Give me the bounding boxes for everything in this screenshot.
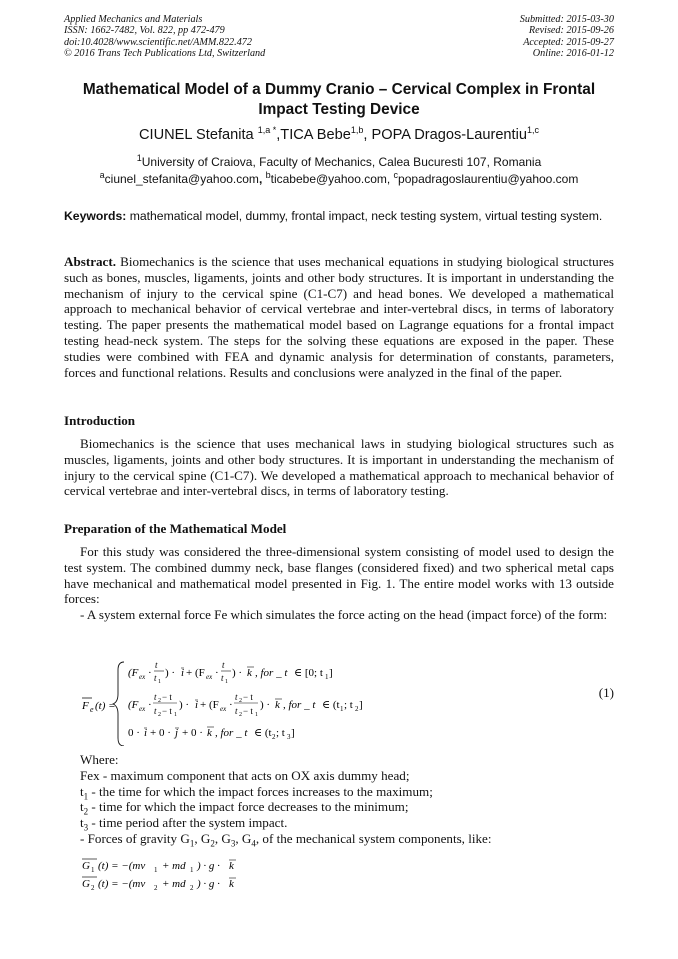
abstract — [64, 254, 614, 380]
svg-text:∈ (t: ∈ (t — [322, 699, 340, 711]
svg-text:+ md: + md — [162, 878, 186, 890]
svg-text:, for _ t: , for _ t — [283, 699, 316, 711]
svg-text:1: 1 — [91, 866, 95, 874]
date-revised: Revised: 2015-09-26 — [528, 25, 614, 37]
svg-text:i: i — [195, 699, 199, 711]
svg-text:]: ] — [291, 727, 295, 739]
svg-text:2: 2 — [239, 712, 242, 718]
section-heading-preparation: Preparation of the Mathematical Model — [64, 521, 287, 536]
journal-doi: doi:10.4028/www.scientific.net/AMM.822.472 — [64, 36, 252, 48]
svg-text:k: k — [229, 860, 234, 872]
author-2: ,TICA Bebe — [276, 127, 351, 143]
svg-text:·: · — [229, 699, 233, 711]
submission-dates — [520, 14, 614, 60]
svg-text:1: 1 — [190, 866, 194, 874]
def-t1: $t_1$ - the time for which the impact forces increases to the maximum; — [80, 783, 433, 802]
svg-text:2: 2 — [272, 733, 276, 741]
email-b[interactable]: ticabebe@yahoo.com — [270, 172, 387, 186]
affiliation-text: University of Craiova, Faculty of Mechanics, Calea Bucuresti 107, Romania — [141, 155, 542, 169]
svg-text:) · g ·: ) · g · — [197, 860, 220, 872]
svg-text:·: · — [215, 667, 219, 679]
date-accepted: Accepted: 2015-09-27 — [523, 36, 614, 48]
eq-lhs-symbol: F — [82, 700, 89, 712]
where-label: Where: — [80, 752, 119, 767]
author-list — [64, 127, 614, 143]
svg-text:− t: − t — [162, 692, 172, 702]
svg-text:; t: ; t — [344, 699, 353, 711]
abstract-text: Biomechanics is the science that uses mechanical equations in studying biological structures such as bones, muscles, ligaments, joints and other body structures. It is important in understanding the mechanism of injury to the cervical spine (C1-C7) and head bones. We developed a mathematical approach to mechanical behavior of cervical vertebrae and inter-vertebral discs, in terms of laboratory testing. The paper presents the mathematical model based on Lagrange equations for a frontal impact testing head-neck system. The steps for the solving these equations are exposed in the paper. These studies were combined with FEA and dynamic analysis for determination of constants, parameters, forces and functional relations. Results and conclusions were analyzed in the final of the paper. — [64, 254, 614, 380]
journal-issn: ISSN: 1662-7482, Vol. 822, pp 472-479 — [64, 25, 225, 37]
eq-case-2 — [128, 692, 363, 718]
svg-text:2: 2 — [158, 698, 161, 704]
svg-text:t: t — [154, 673, 157, 683]
svg-text:) ·: ) · — [260, 699, 271, 711]
svg-text:+ (F: + (F — [186, 667, 205, 679]
svg-text:2: 2 — [91, 884, 95, 892]
svg-text:) ·: ) · — [232, 667, 243, 679]
email-b-marker: b — [265, 170, 271, 180]
author-1-affil: 1,a * — [257, 125, 277, 136]
affiliation — [64, 155, 614, 169]
email-separator: , — [258, 172, 266, 186]
svg-text:+ 0 ·: + 0 · — [150, 727, 171, 739]
eq-lhs-sub: e — [90, 705, 94, 714]
svg-text:− t: − t — [243, 706, 253, 716]
svg-text:j: j — [175, 727, 179, 739]
journal-meta — [64, 14, 265, 60]
svg-text:·: · — [148, 667, 152, 679]
svg-text:2: 2 — [239, 698, 242, 704]
svg-text:1: 1 — [325, 673, 329, 681]
svg-text:]: ] — [329, 667, 333, 679]
svg-text:ex: ex — [220, 705, 227, 713]
journal-name: Applied Mechanics and Materials — [64, 14, 203, 25]
symbol-definitions — [80, 752, 620, 847]
svg-text:(F: (F — [128, 667, 139, 679]
svg-text:1: 1 — [158, 679, 161, 685]
svg-text:G: G — [82, 860, 90, 872]
equation-number: (1) — [598, 685, 614, 700]
section-heading-introduction: Introduction — [64, 413, 136, 428]
svg-text:(F: (F — [128, 699, 139, 711]
svg-text:k: k — [229, 878, 234, 890]
gravity-equations — [80, 856, 380, 892]
svg-text:− t: − t — [243, 692, 253, 702]
preparation-body — [64, 544, 614, 623]
eq-case-3 — [128, 727, 295, 741]
svg-text:, for _ t: , for _ t — [255, 667, 288, 679]
svg-text:1: 1 — [174, 712, 177, 718]
author-2-affil: 1,b — [350, 125, 364, 136]
svg-text:; t: ; t — [276, 727, 285, 739]
svg-text:]: ] — [359, 699, 363, 711]
journal-copyright: © 2016 Trans Tech Publications Ltd, Switzerland — [64, 48, 266, 60]
keywords-text: mathematical model, dummy, frontal impact, neck testing system, virtual testing system. — [126, 209, 603, 223]
keywords — [64, 209, 614, 224]
svg-text:, for _ t: , for _ t — [215, 727, 248, 739]
author-3: , POPA Dragos-Laurentiu — [363, 127, 527, 143]
svg-text:∈ [0; t: ∈ [0; t — [294, 667, 323, 679]
keywords-label: Keywords: — [64, 209, 127, 223]
svg-text:3: 3 — [287, 733, 291, 741]
email-a-marker: a — [99, 170, 105, 180]
svg-text:+ (F: + (F — [200, 699, 219, 711]
preparation-item-force: - A system external force Fe which simulates the force acting on the head (impact force) of the form: — [80, 607, 608, 623]
author-emails — [64, 172, 614, 186]
preparation-paragraph: For this study was considered the three-dimensional system consisting of model used to design the test system. The combined dummy neck, base flanges (considered fixed) and two spherical metal caps have mechanical and mathematical model presented in Fig. 1. The entire model works with 13 outside forces: — [64, 544, 614, 607]
svg-text:t: t — [235, 692, 238, 702]
svg-text:2: 2 — [355, 705, 359, 713]
svg-text:(t) = −(mv: (t) = −(mv — [98, 878, 146, 890]
svg-text:1: 1 — [154, 866, 158, 874]
email-c[interactable]: popadragoslaurentiu@yahoo.com — [398, 172, 579, 186]
svg-text:) ·: ) · — [165, 667, 176, 679]
svg-text:G: G — [82, 878, 90, 890]
author-1: CIUNEL Stefanita — [139, 127, 258, 143]
svg-text:k: k — [207, 727, 212, 739]
svg-text:1: 1 — [340, 705, 344, 713]
svg-text:− t: − t — [162, 706, 172, 716]
abstract-label: Abstract. — [64, 254, 116, 269]
author-3-affil: 1,c — [526, 125, 539, 136]
def-t3: $t_3$ - time period after the system impact. — [80, 815, 288, 833]
def-fex: Fex - maximum component that acts on OX axis dummy head; — [80, 767, 410, 783]
svg-text:+ md: + md — [162, 860, 186, 872]
svg-text:t: t — [155, 660, 158, 670]
date-online: Online: 2016-01-12 — [532, 48, 614, 60]
svg-text:0 ·: 0 · — [128, 727, 140, 739]
svg-text:k: k — [275, 699, 280, 711]
svg-text:∈ (t: ∈ (t — [254, 727, 272, 739]
email-a[interactable]: ciunel_stefanita@yahoo.com — [104, 172, 259, 186]
svg-text:ex: ex — [206, 673, 213, 681]
svg-text:t: t — [221, 673, 224, 683]
date-submitted: Submitted: 2015-03-30 — [519, 14, 614, 25]
svg-text:2: 2 — [190, 884, 194, 892]
svg-text:t: t — [222, 660, 225, 670]
eq-case-1 — [128, 660, 333, 685]
svg-text:) ·: ) · — [179, 699, 190, 711]
svg-text:ex: ex — [139, 705, 146, 713]
paper-title: Mathematical Model of a Dummy Cranio – Cervical Complex in Frontal Impact Testing Device — [82, 81, 596, 118]
eq-lhs-arg: (t) = — [95, 700, 116, 712]
email-c-marker: c — [393, 170, 399, 180]
gravity-eq-2 — [82, 877, 236, 892]
email-separator: , — [386, 172, 394, 186]
svg-text:i: i — [144, 727, 148, 739]
gravity-eq-1 — [82, 859, 236, 874]
svg-text:1: 1 — [225, 679, 228, 685]
svg-text:ex: ex — [139, 673, 146, 681]
svg-text:2: 2 — [154, 884, 158, 892]
introduction-paragraph: Biomechanics is the science that uses mechanical laws in studying biological structures such as muscles, ligaments, joints and other body structures. It is important in understanding the mechanism of injury to the cervical spine (C1-C7). We developed a mathematical approach to mechanical behavior of cervical vertebrae and inter-vertebral discs, in terms of laboratory testing. — [64, 436, 614, 499]
def-t2: $t_2$ - time for which the impact force decreases to the minimum; — [80, 799, 409, 817]
svg-text:t: t — [235, 706, 238, 716]
def-gravity: - Forces of gravity $G_1$, $G_2$, $G_3$, $G_4$, of the mechanical system components, like: — [80, 830, 492, 849]
svg-text:+ 0 ·: + 0 · — [182, 727, 203, 739]
svg-text:·: · — [148, 699, 152, 711]
svg-text:2: 2 — [158, 712, 161, 718]
svg-text:1: 1 — [255, 712, 258, 718]
svg-text:(t) = −(mv: (t) = −(mv — [98, 860, 146, 872]
svg-text:) · g ·: ) · g · — [197, 878, 220, 890]
svg-text:k: k — [247, 667, 252, 679]
svg-text:t: t — [154, 706, 157, 716]
svg-text:t: t — [154, 692, 157, 702]
svg-text:i: i — [181, 667, 185, 679]
affiliation-marker: 1 — [136, 153, 142, 163]
equation-1 — [80, 656, 620, 746]
